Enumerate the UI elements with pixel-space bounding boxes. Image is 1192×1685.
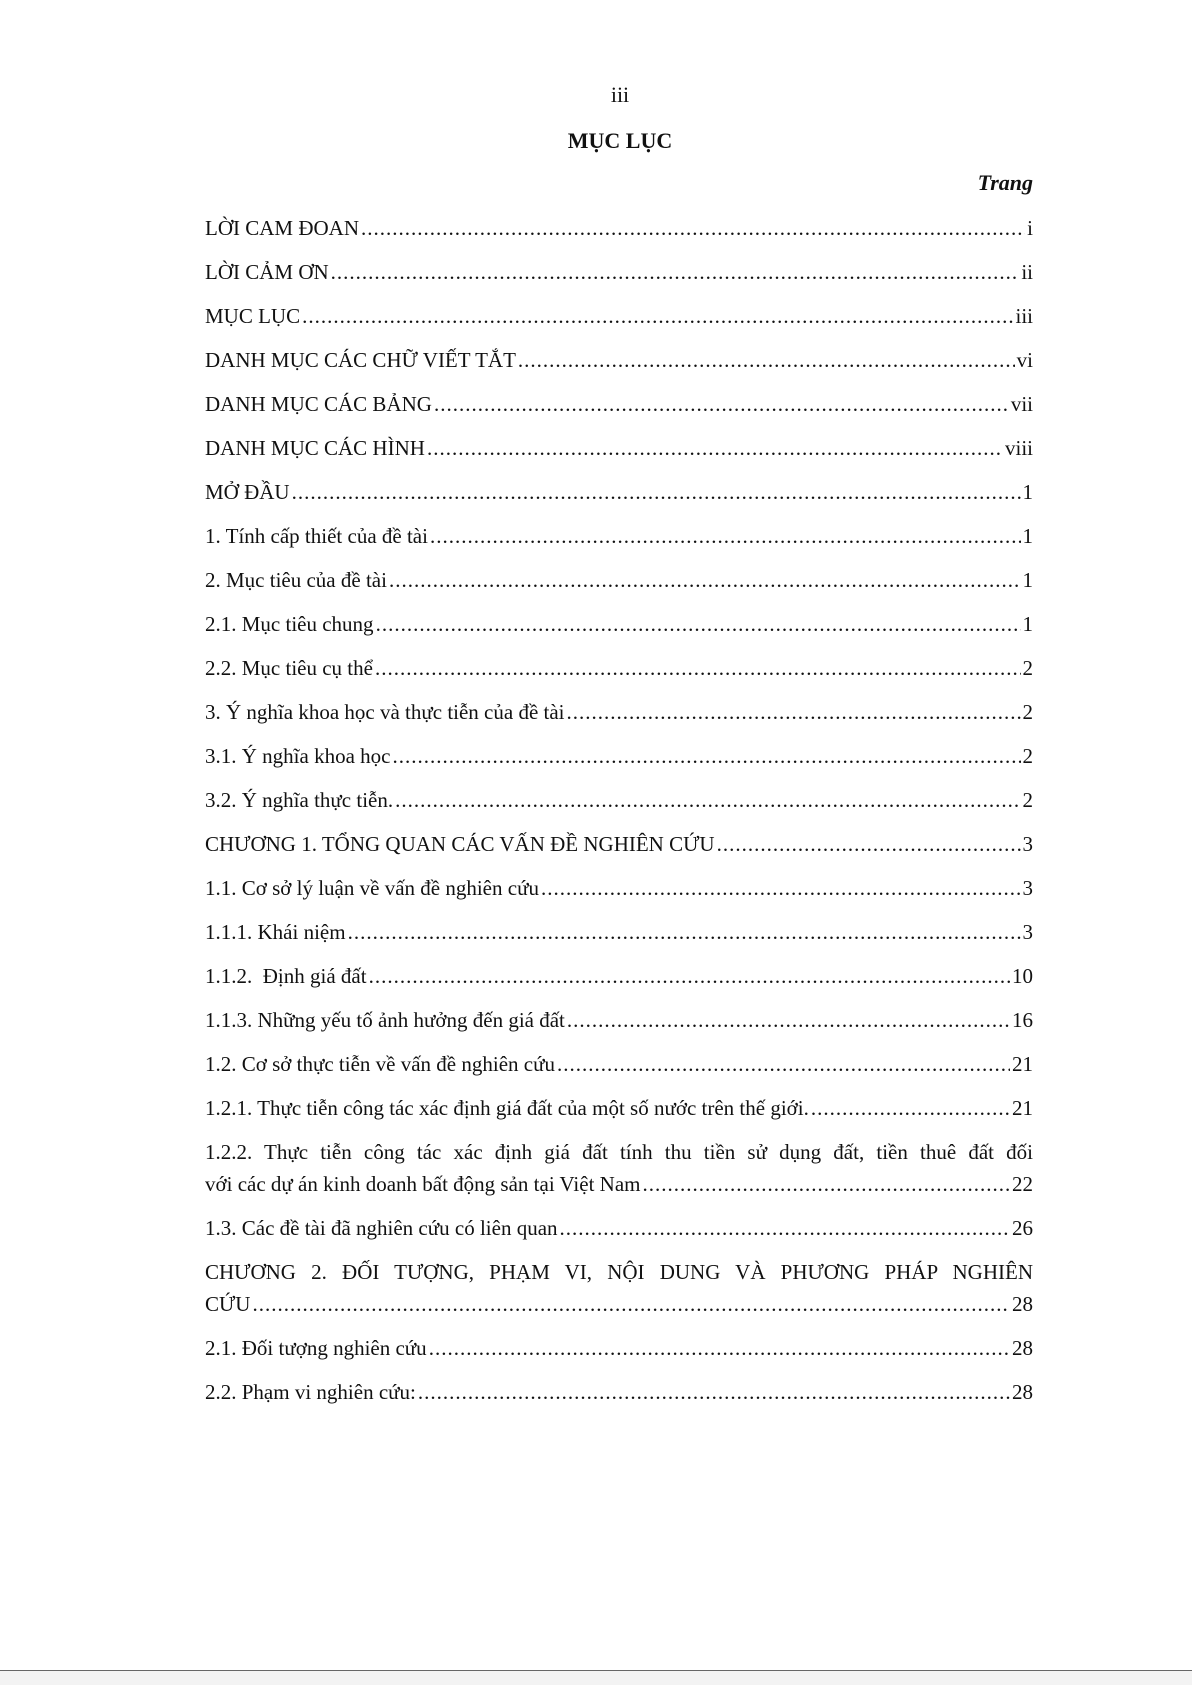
toc-entry-page: 1 bbox=[1022, 612, 1033, 636]
toc-entry[interactable] bbox=[205, 652, 1033, 696]
toc-entry-page: 16 bbox=[1012, 1008, 1033, 1032]
toc-entry-label: 1.1. Cơ sở lý luận về vấn đề nghiên cứu bbox=[205, 876, 539, 900]
toc-entry-label: 1.2.1. Thực tiễn công tác xác định giá đất của một số nước trên thế giới. bbox=[205, 1096, 809, 1120]
toc-entry-label: 1.1.3. Những yếu tố ảnh hưởng đến giá đất bbox=[205, 1008, 565, 1032]
toc-entry-label: 1.1.2. Định giá đất bbox=[205, 964, 367, 988]
dot-leader bbox=[375, 652, 1021, 684]
toc-entry-label: 1. Tính cấp thiết của đề tài bbox=[205, 524, 428, 548]
dot-leader bbox=[369, 960, 1010, 992]
page-bottom-edge bbox=[0, 1670, 1192, 1685]
dot-leader bbox=[302, 300, 1013, 332]
toc-entry[interactable] bbox=[205, 1004, 1033, 1048]
toc-entry[interactable] bbox=[205, 476, 1033, 520]
dot-leader bbox=[717, 828, 1021, 860]
toc-entry-label: 2.2. Mục tiêu cụ thể bbox=[205, 656, 373, 680]
toc-entry-page: vi bbox=[1016, 348, 1033, 372]
dot-leader bbox=[348, 916, 1021, 948]
dot-leader bbox=[434, 388, 1009, 420]
dot-leader bbox=[395, 784, 1020, 816]
toc-entry[interactable] bbox=[205, 520, 1033, 564]
toc-entry[interactable] bbox=[205, 1048, 1033, 1092]
dot-leader bbox=[392, 740, 1020, 772]
toc-entry-page: vii bbox=[1010, 392, 1033, 416]
toc-entry[interactable] bbox=[205, 432, 1033, 476]
dot-leader bbox=[811, 1092, 1010, 1124]
dot-leader bbox=[361, 212, 1025, 244]
dot-leader bbox=[429, 1332, 1010, 1364]
toc-entry-label: 3. Ý nghĩa khoa học và thực tiễn của đề tài bbox=[205, 700, 565, 724]
dot-leader bbox=[430, 520, 1021, 552]
toc-entry-page: 3 bbox=[1022, 920, 1033, 944]
toc-entry[interactable] bbox=[205, 564, 1033, 608]
toc-entry-page: i bbox=[1027, 216, 1033, 240]
dot-leader bbox=[389, 564, 1021, 596]
dot-leader bbox=[642, 1168, 1010, 1200]
dot-leader bbox=[541, 872, 1021, 904]
toc-entry[interactable] bbox=[205, 1332, 1033, 1376]
toc-entry[interactable] bbox=[205, 740, 1033, 784]
toc-entry[interactable] bbox=[205, 1136, 1033, 1200]
dot-leader bbox=[567, 1004, 1010, 1036]
dot-leader bbox=[376, 608, 1021, 640]
dot-leader bbox=[418, 1376, 1010, 1408]
toc-entry-label: 2. Mục tiêu của đề tài bbox=[205, 568, 387, 592]
toc-entry-page: 2 bbox=[1022, 656, 1033, 680]
toc-entry[interactable] bbox=[205, 344, 1033, 388]
toc-entry-page: 3 bbox=[1022, 876, 1033, 900]
dot-leader bbox=[557, 1048, 1010, 1080]
toc-entry-label: DANH MỤC CÁC CHỮ VIẾT TẮT bbox=[205, 348, 516, 372]
toc-entry[interactable] bbox=[205, 872, 1033, 916]
toc-entry-label: 2.1. Mục tiêu chung bbox=[205, 612, 374, 636]
toc-entry-label: MỤC LỤC bbox=[205, 304, 301, 328]
dot-leader bbox=[331, 256, 1020, 288]
toc-entry-page: ii bbox=[1021, 260, 1033, 284]
toc-entry[interactable] bbox=[205, 300, 1033, 344]
toc-entry-page: 28 bbox=[1012, 1292, 1033, 1316]
toc-entry[interactable] bbox=[205, 1376, 1033, 1420]
toc-entry-page: 1 bbox=[1022, 480, 1033, 504]
toc-entry-page: 21 bbox=[1012, 1052, 1033, 1076]
dot-leader bbox=[292, 476, 1021, 508]
toc-entry-label-continued: CỨU bbox=[205, 1292, 251, 1316]
toc-entry[interactable] bbox=[205, 696, 1033, 740]
toc-entry-label: CHƯƠNG 2. ĐỐI TƯỢNG, PHẠM VI, NỘI DUNG VÀ PHƯƠNG PHÁP NGHIÊN bbox=[205, 1260, 1033, 1284]
dot-leader bbox=[560, 1212, 1010, 1244]
dot-leader bbox=[252, 1288, 1010, 1320]
toc-entry-label: MỞ ĐẦU bbox=[205, 480, 290, 504]
toc-entry-label: 1.2.2. Thực tiễn công tác xác định giá đất tính thu tiền sử dụng đất, tiền thuê đất đối bbox=[205, 1140, 1033, 1164]
toc-entry-page: 10 bbox=[1012, 964, 1033, 988]
toc-entry-page: 22 bbox=[1012, 1172, 1033, 1196]
toc-entry-label: 1.1.1. Khái niệm bbox=[205, 920, 346, 944]
toc-entry-label: DANH MỤC CÁC HÌNH bbox=[205, 436, 425, 460]
toc-entry[interactable] bbox=[205, 828, 1033, 872]
toc-entry-page: iii bbox=[1015, 304, 1033, 328]
toc-entry-page: viii bbox=[1004, 436, 1033, 460]
toc-entry-page: 1 bbox=[1022, 568, 1033, 592]
toc-entry-label: 3.2. Ý nghĩa thực tiễn. bbox=[205, 788, 394, 812]
toc-entry-label: DANH MỤC CÁC BẢNG bbox=[205, 392, 432, 416]
toc-entry[interactable] bbox=[205, 388, 1033, 432]
toc-entry-label: 1.3. Các đề tài đã nghiên cứu có liên quan bbox=[205, 1216, 558, 1240]
toc-entry-label: LỜI CAM ĐOAN bbox=[205, 216, 359, 240]
page-column-label: Trang bbox=[977, 170, 1033, 195]
toc-entry[interactable] bbox=[205, 608, 1033, 652]
toc-entry[interactable] bbox=[205, 784, 1033, 828]
page-number: iii bbox=[610, 82, 630, 107]
toc-entry-label: 3.1. Ý nghĩa khoa học bbox=[205, 744, 391, 768]
table-of-contents bbox=[205, 212, 1033, 1420]
toc-entry-page: 2 bbox=[1022, 788, 1033, 812]
toc-entry[interactable] bbox=[205, 212, 1033, 256]
toc-entry-label: CHƯƠNG 1. TỔNG QUAN CÁC VẤN ĐỀ NGHIÊN CỨU bbox=[205, 832, 715, 856]
toc-entry-page: 2 bbox=[1022, 744, 1033, 768]
toc-entry-page: 3 bbox=[1022, 832, 1033, 856]
toc-title: MỤC LỤC bbox=[567, 128, 673, 153]
toc-entry[interactable] bbox=[205, 1092, 1033, 1136]
toc-entry-page: 28 bbox=[1012, 1336, 1033, 1360]
toc-entry-page: 26 bbox=[1012, 1216, 1033, 1240]
toc-entry[interactable] bbox=[205, 1212, 1033, 1256]
toc-entry[interactable] bbox=[205, 256, 1033, 300]
toc-entry-label-continued: với các dự án kinh doanh bất động sản tại Việt Nam bbox=[205, 1172, 641, 1196]
toc-entry-page: 21 bbox=[1012, 1096, 1033, 1120]
toc-entry-page: 2 bbox=[1022, 700, 1033, 724]
toc-entry-page: 1 bbox=[1022, 524, 1033, 548]
toc-entry[interactable] bbox=[205, 960, 1033, 1004]
toc-entry[interactable] bbox=[205, 916, 1033, 960]
dot-leader bbox=[427, 432, 1003, 464]
toc-entry-label: LỜI CẢM ƠN bbox=[205, 260, 329, 284]
toc-entry[interactable] bbox=[205, 1256, 1033, 1320]
toc-entry-label: 2.1. Đối tượng nghiên cứu bbox=[205, 1336, 427, 1360]
toc-entry-page: 28 bbox=[1012, 1380, 1033, 1404]
toc-entry-label: 2.2. Phạm vi nghiên cứu: bbox=[205, 1380, 416, 1404]
toc-entry-label: 1.2. Cơ sở thực tiễn về vấn đề nghiên cứu bbox=[205, 1052, 555, 1076]
dot-leader bbox=[518, 344, 1015, 376]
dot-leader bbox=[567, 696, 1021, 728]
